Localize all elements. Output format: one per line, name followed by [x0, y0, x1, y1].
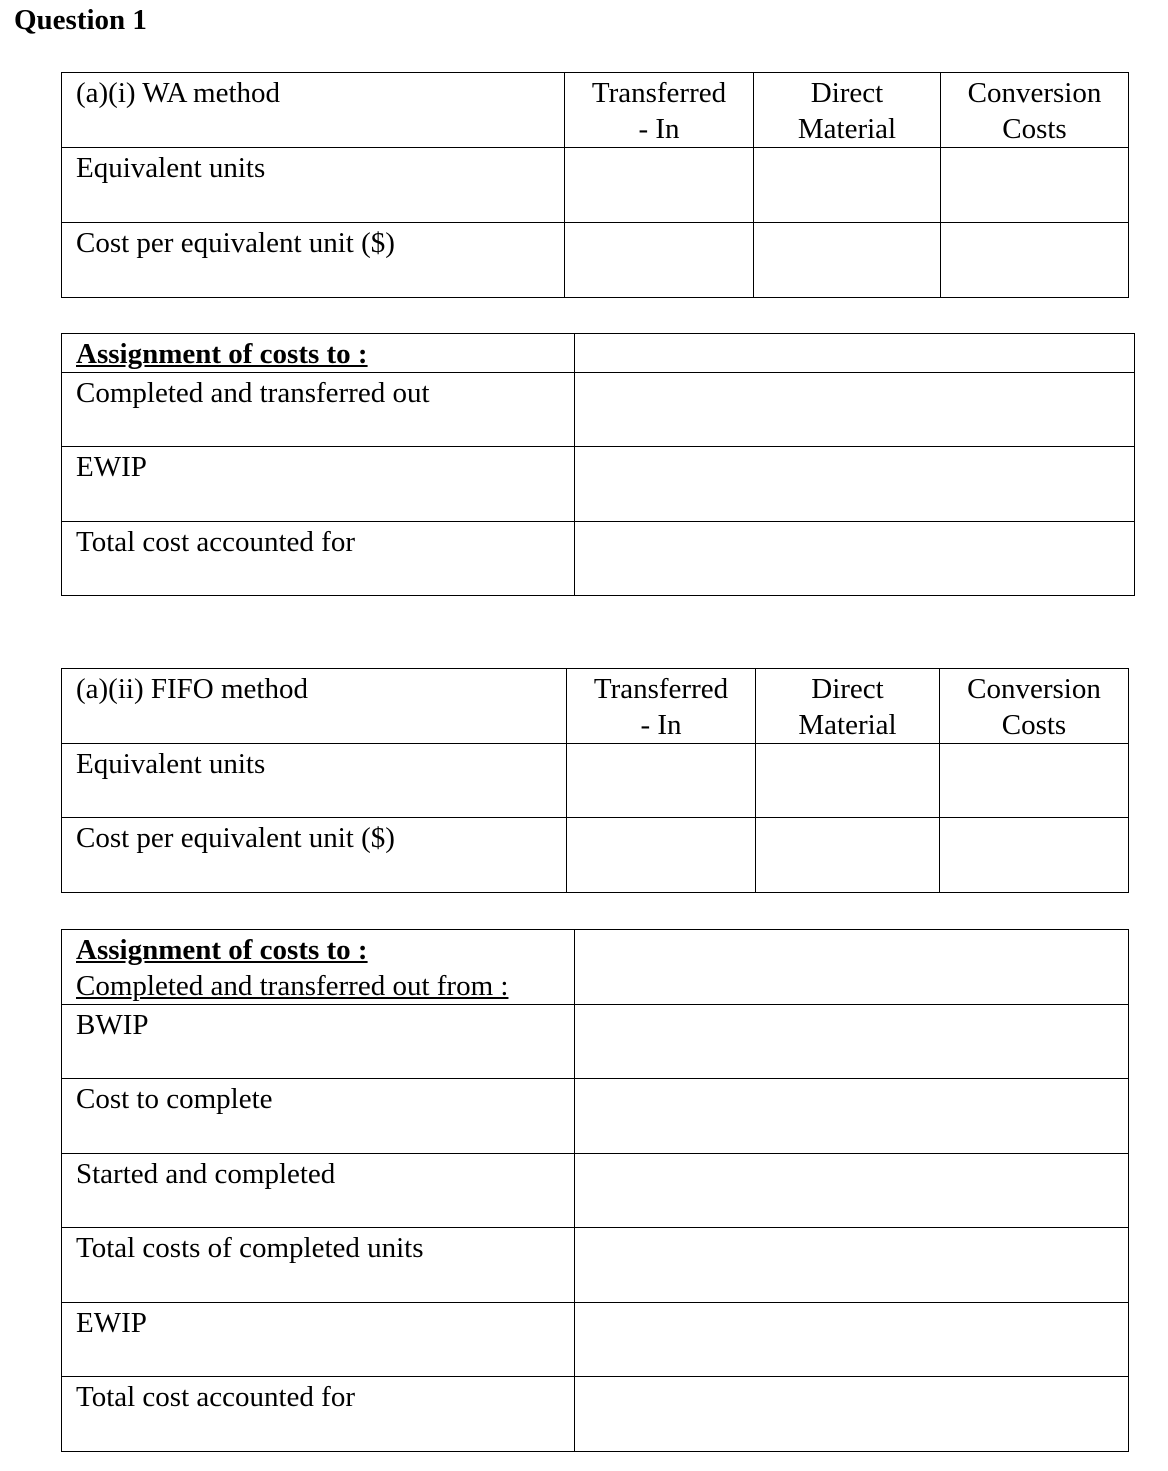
fifo-col-direct-material: [756, 669, 940, 744]
fifo-row-cost-to-complete: Cost to complete: [62, 1079, 575, 1154]
wa-cost-per-unit-direct-material-cell[interactable]: [754, 223, 941, 298]
wa-row-ewip: EWIP: [62, 447, 575, 522]
wa-ewip-value-cell[interactable]: [575, 447, 1135, 522]
fifo-row-bwip: BWIP: [62, 1005, 575, 1079]
fifo-col-transferred-in: [567, 669, 756, 744]
fifo-row-equivalent-units: Equivalent units: [62, 744, 567, 818]
wa-col-conversion-costs: [941, 73, 1129, 148]
fifo-started-and-completed-value-cell[interactable]: [575, 1154, 1129, 1228]
fifo-row-started-and-completed: Started and completed: [62, 1154, 575, 1228]
fifo-col-conversion-costs: [940, 669, 1129, 744]
wa-cost-per-unit-transferred-in-cell[interactable]: [565, 223, 754, 298]
wa-cost-per-unit-conversion-costs-cell[interactable]: [941, 223, 1129, 298]
wa-col-direct-material-line2: Material: [797, 113, 897, 145]
wa-row-total-cost-accounted: Total cost accounted for: [62, 522, 575, 596]
fifo-col-direct-material-line2: Material: [798, 709, 897, 741]
wa-equivalent-units-direct-material-cell[interactable]: [754, 148, 941, 223]
wa-row-completed-transferred-out: Completed and transferred out: [62, 373, 575, 447]
fifo-bwip-value-cell[interactable]: [575, 1005, 1129, 1079]
fifo-cost-per-unit-conversion-costs-cell[interactable]: [940, 818, 1129, 893]
wa-equivalent-units-transferred-in-cell[interactable]: [565, 148, 754, 223]
fifo-col-conversion-costs-line2: Costs: [1001, 709, 1067, 741]
wa-row-equivalent-units: Equivalent units: [62, 148, 565, 223]
fifo-assignment-table: [61, 929, 1129, 1452]
wa-col-transferred-in-line2: - In: [638, 113, 680, 145]
wa-col-conversion-costs-line2: Costs: [1002, 113, 1067, 145]
fifo-assignment-header-value-cell[interactable]: [575, 930, 1129, 1005]
wa-col-conversion-costs-line1: Conversion: [967, 77, 1102, 109]
wa-col-direct-material: [754, 73, 941, 148]
fifo-assignment-subheader: Completed and transferred out from :: [76, 970, 509, 1002]
wa-col-transferred-in-line1: Transferred: [591, 77, 727, 109]
fifo-col-conversion-costs-line1: Conversion: [967, 673, 1101, 705]
fifo-assignment-header-cell: [62, 930, 575, 1005]
wa-col-direct-material-line1: Direct: [810, 77, 884, 109]
wa-method-label: (a)(i) WA method: [62, 73, 565, 148]
fifo-total-cost-accounted-value-cell[interactable]: [575, 1377, 1129, 1452]
fifo-row-ewip: EWIP: [62, 1303, 575, 1377]
fifo-ewip-value-cell[interactable]: [575, 1303, 1129, 1377]
fifo-cost-per-unit-direct-material-cell[interactable]: [756, 818, 940, 893]
wa-completed-transferred-out-value-cell[interactable]: [575, 373, 1135, 447]
fifo-equivalent-units-transferred-in-cell[interactable]: [567, 744, 756, 818]
fifo-equivalent-units-table: [61, 668, 1129, 893]
fifo-col-direct-material-line1: Direct: [811, 673, 884, 705]
wa-equivalent-units-table: [61, 72, 1129, 298]
wa-assignment-header-value-cell[interactable]: [575, 334, 1135, 373]
wa-total-cost-accounted-value-cell[interactable]: [575, 522, 1135, 596]
wa-row-cost-per-equivalent-unit: Cost per equivalent unit ($): [62, 223, 565, 298]
fifo-row-cost-per-equivalent-unit: Cost per equivalent unit ($): [62, 818, 567, 893]
wa-equivalent-units-conversion-costs-cell[interactable]: [941, 148, 1129, 223]
fifo-cost-per-unit-transferred-in-cell[interactable]: [567, 818, 756, 893]
fifo-total-costs-completed-units-value-cell[interactable]: [575, 1228, 1129, 1303]
fifo-cost-to-complete-value-cell[interactable]: [575, 1079, 1129, 1154]
fifo-col-transferred-in-line1: Transferred: [593, 673, 729, 705]
question-heading: Question 1: [14, 4, 147, 36]
wa-assignment-table: [61, 333, 1135, 596]
fifo-col-transferred-in-line2: - In: [640, 709, 682, 741]
wa-assignment-header: Assignment of costs to :: [62, 334, 575, 373]
fifo-row-total-costs-completed-units: Total costs of completed units: [62, 1228, 575, 1303]
wa-col-transferred-in: [565, 73, 754, 148]
fifo-equivalent-units-conversion-costs-cell[interactable]: [940, 744, 1129, 818]
fifo-equivalent-units-direct-material-cell[interactable]: [756, 744, 940, 818]
fifo-row-total-cost-accounted: Total cost accounted for: [62, 1377, 575, 1452]
fifo-assignment-header: Assignment of costs to :: [76, 934, 368, 966]
fifo-method-label: (a)(ii) FIFO method: [62, 669, 567, 744]
